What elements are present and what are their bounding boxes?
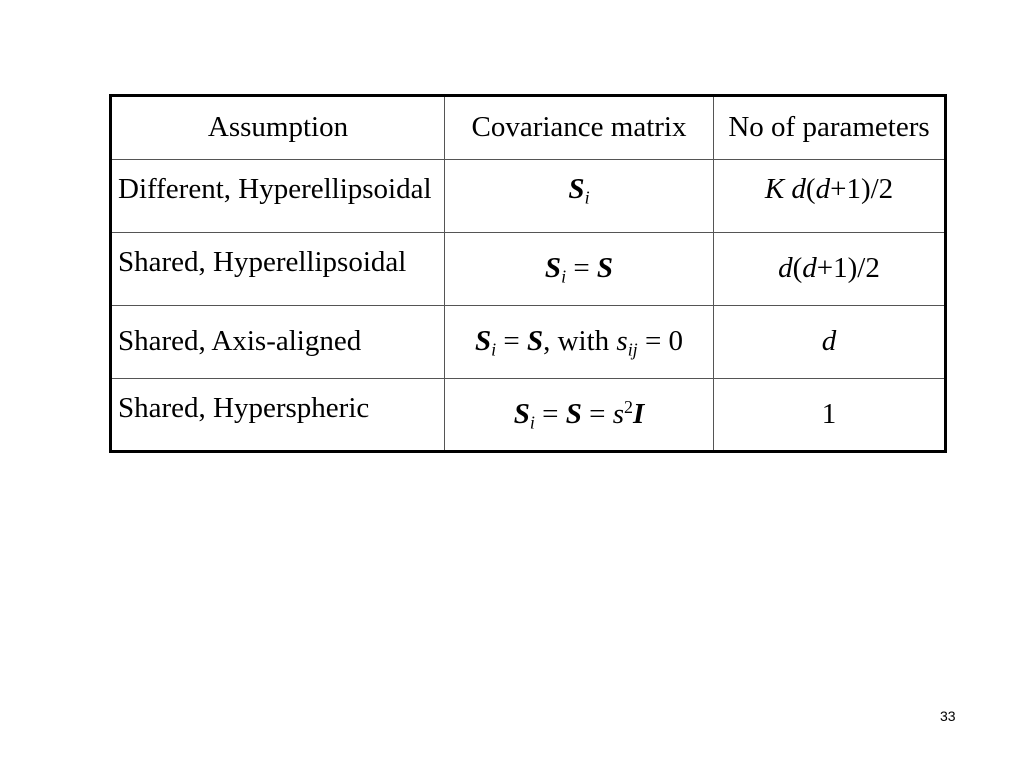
assumption-text: Shared, Hyperellipsoidal xyxy=(118,246,407,279)
parameters-cell xyxy=(714,379,946,452)
cov-rhs: S xyxy=(526,325,544,358)
header-covariance-matrix: Covariance matrix xyxy=(445,96,714,160)
assumption-cell xyxy=(111,306,445,379)
cov-equals-2: = xyxy=(581,397,613,430)
cov-with: , with xyxy=(543,325,617,358)
param-rest: +1)/2 xyxy=(830,173,894,206)
param-d2: d xyxy=(815,173,831,206)
assumption-text: Shared, Hyperspheric xyxy=(118,391,370,424)
cov-symbol: S xyxy=(474,325,492,358)
cov-subscript: i xyxy=(491,339,497,360)
assumption-cell xyxy=(111,233,445,306)
cov-rhs: S xyxy=(565,397,582,430)
table-header-row xyxy=(111,96,946,160)
table-row xyxy=(111,233,946,306)
table-row xyxy=(111,379,946,452)
cov-subscript: i xyxy=(529,411,535,432)
param-open: ( xyxy=(805,173,816,206)
page-number: 33 xyxy=(940,708,956,724)
header-assumption: Assumption xyxy=(111,96,445,160)
cov-rhs: S xyxy=(596,252,614,285)
cov-subscript: i xyxy=(561,266,567,287)
cov-identity: I xyxy=(632,397,645,430)
cov-equals: = xyxy=(534,397,566,430)
covariance-cell xyxy=(445,379,714,452)
covariance-cell xyxy=(445,160,714,233)
cov-symbol: S xyxy=(544,252,562,285)
parameters-cell xyxy=(714,306,946,379)
assumption-text: Different, Hyperellipsoidal xyxy=(118,173,432,206)
param-open: ( xyxy=(792,252,803,285)
header-no-of-parameters: No of parameters xyxy=(714,96,946,160)
cov-equals: = xyxy=(566,252,597,285)
param-d: d xyxy=(821,325,837,358)
covariance-cell xyxy=(445,233,714,306)
assumption-cell xyxy=(111,160,445,233)
parameters-cell xyxy=(714,233,946,306)
cov-superscript: 2 xyxy=(624,396,633,417)
cov-zero: = 0 xyxy=(637,325,684,358)
cov-subscript: i xyxy=(584,187,590,208)
parameters-cell xyxy=(714,160,946,233)
assumption-text: Shared, Axis-aligned xyxy=(118,325,362,358)
covariance-assumptions-table xyxy=(109,94,947,453)
covariance-cell xyxy=(445,306,714,379)
cov-symbol: S xyxy=(513,397,530,430)
param-rest: +1)/2 xyxy=(816,252,880,285)
cov-s: s xyxy=(612,397,624,430)
param-d2: d xyxy=(802,252,817,285)
table-row xyxy=(111,306,946,379)
cov-equals: = xyxy=(496,325,527,358)
param-K: K xyxy=(764,173,785,206)
param-d: d xyxy=(791,173,806,206)
cov-symbol: S xyxy=(568,173,585,206)
table-row xyxy=(111,160,946,233)
assumption-cell xyxy=(111,379,445,452)
cov-s: s xyxy=(616,325,628,358)
param-d: d xyxy=(778,252,793,285)
cov-s-subscript: ij xyxy=(627,339,638,360)
param-value: 1 xyxy=(821,397,837,430)
